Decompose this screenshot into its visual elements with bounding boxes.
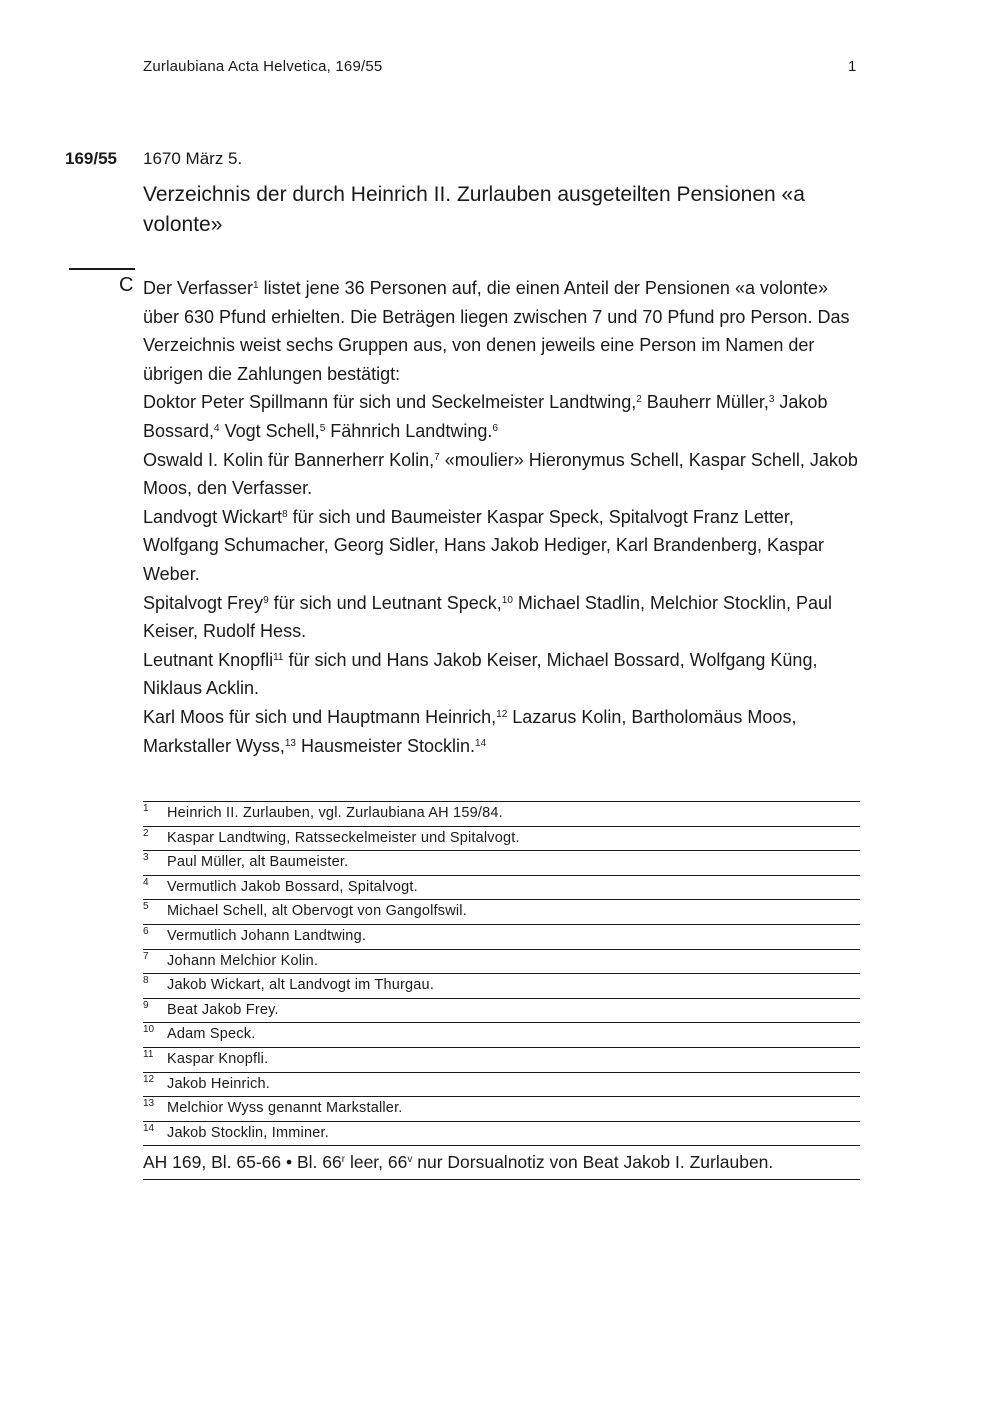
text-run: Karl Moos für sich und Hauptmann Heinrich, [143, 706, 497, 727]
text-run: Der Verfasser [143, 278, 254, 298]
text-run: Lazarus Kolin, Bartholomäus Moos, Markstaller Wyss, [143, 706, 797, 756]
footnote-ref: 12 [496, 708, 508, 720]
body-paragraph-group-4 [143, 589, 863, 646]
text-run: für sich und Baumeister Kaspar Speck, Spitalvogt Franz Letter, Wolfgang Schumacher, Georg Sidler, Hans Jakob Hediger, Karl Brandenberg, Kaspar Weber. [143, 506, 825, 584]
text-run: Bauherr Müller, [641, 392, 769, 413]
footnote-ref: 11 [273, 651, 284, 663]
footnote-number: 8 [143, 975, 149, 987]
footnote-number: 9 [143, 999, 149, 1011]
footnote-text: Beat Jakob Frey. [167, 1001, 279, 1018]
footnote-ref: 13 [284, 737, 296, 749]
footnote-text: Vermutlich Jakob Bossard, Spitalvogt. [167, 878, 418, 895]
running-header-title: Zurlaubiana Acta Helvetica, 169/55 [143, 58, 383, 75]
text-run: für sich und Leutnant Speck, [268, 592, 502, 613]
footnote-ref: 6 [492, 422, 498, 434]
footnote-ref: 14 [475, 737, 487, 749]
document-title: Verzeichnis der durch Heinrich II. Zurlauben ausgeteilten Pensionen «a volonte» [143, 183, 805, 236]
text-run: Oswald I. Kolin für Bannerherr Kolin, [143, 449, 435, 470]
body-paragraph-group-3 [143, 503, 863, 589]
body-paragraph-group-2 [143, 446, 863, 503]
document-number: 169/55 [65, 149, 117, 168]
footnote [143, 974, 860, 999]
superscript-mark: v [407, 1154, 413, 1165]
footnote-ref: 5 [319, 422, 326, 434]
footnote [143, 1048, 860, 1073]
section-letter: C [119, 274, 134, 296]
body-paragraph-group-5 [143, 646, 863, 703]
footnote [143, 1097, 860, 1122]
footnote [143, 999, 860, 1024]
footnote-text: Paul Müller, alt Baumeister. [167, 854, 349, 871]
footnote-number: 12 [143, 1073, 155, 1085]
footnote-text: Jakob Heinrich. [167, 1075, 270, 1092]
text-run: Michael Stadlin, Melchior Stocklin, Paul Keiser, Rudolf Hess. [143, 592, 833, 642]
footnote [143, 900, 860, 925]
footnote-text: Melchior Wyss genannt Markstaller. [167, 1100, 403, 1117]
footnote-text: Adam Speck. [167, 1026, 256, 1043]
footnote-number: 2 [143, 827, 149, 839]
footnote [143, 827, 860, 852]
footnote-text: Johann Melchior Kolin. [167, 952, 319, 969]
footnote-number: 3 [143, 852, 149, 864]
footnote-text: Jakob Stocklin, Imminer. [167, 1124, 329, 1141]
footnote [143, 802, 860, 827]
footnote [143, 1023, 860, 1048]
footnote [143, 1122, 860, 1147]
footnote-ref: 8 [282, 508, 288, 520]
text-run: Jakob Bossard, [143, 392, 828, 441]
footnote-number: 6 [143, 925, 149, 937]
document-body [143, 274, 863, 760]
footnote-number: 14 [143, 1122, 155, 1134]
text-run: Hausmeister Stocklin. [295, 735, 476, 756]
text-run: für sich und Hans Jakob Keiser, Michael Bossard, Wolfgang Küng, Niklaus Acklin. [143, 649, 818, 699]
text-run: Landvogt Wickart [143, 506, 283, 527]
footnote-text: Kaspar Knopfli. [167, 1050, 269, 1067]
footnote-ref: 7 [434, 451, 440, 463]
footnote-number: 10 [143, 1024, 155, 1036]
footnote [143, 950, 860, 975]
body-paragraph-group-6 [143, 703, 863, 760]
text-run: «moulier» Hieronymus Schell, Kaspar Schell, Jakob Moos, den Verfasser. [143, 449, 858, 499]
footnote-number: 1 [143, 803, 149, 814]
footnote [143, 876, 860, 901]
footnote-number: 11 [143, 1048, 154, 1060]
footnote [143, 851, 860, 876]
footnote [143, 925, 860, 950]
document-date: 1670 März 5. [143, 149, 243, 168]
footnote-ref: 3 [768, 394, 775, 406]
body-paragraph-group-1 [143, 388, 863, 445]
footnote [143, 1073, 860, 1098]
text-run: Doktor Peter Spillmann für sich und Seckelmeister Landtwing, [143, 392, 637, 413]
footnote-ref: 4 [214, 422, 220, 434]
text-run: Spitalvogt Frey [143, 592, 264, 613]
footnote-ref: 10 [501, 594, 513, 606]
text-run: nur Dorsualnotiz von Beat Jakob I. Zurlauben. [412, 1152, 774, 1172]
text-run: listet jene 36 Personen auf, die einen Anteil der Pensionen «a volonte» über 630 Pfund erhielten. Die Beträgen liegen zwischen 7 und 70 Pfund pro Person. Das Verzeichnis weist sechs Gruppen aus, von denen jeweils eine Person im Namen der übrigen die Zahlungen bestätigt: [143, 278, 850, 384]
footnote-text: Jakob Wickart, alt Landvogt im Thurgau. [167, 977, 435, 994]
section-rule [69, 268, 135, 270]
footnotes-list [143, 801, 860, 1146]
body-paragraph-intro [143, 274, 863, 388]
text-run: leer, 66 [345, 1152, 408, 1172]
footnote-text: Vermutlich Johann Landtwing. [167, 927, 367, 944]
footnote-ref: 1 [253, 280, 259, 291]
footnote-number: 13 [143, 1098, 155, 1110]
source-reference [143, 1152, 860, 1180]
text-run: AH 169, Bl. 65-66 • Bl. 66 [143, 1152, 342, 1172]
footnote-text: Michael Schell, alt Obervogt von Gangolfswil. [167, 903, 467, 920]
text-run: Leutnant Knopfli [143, 649, 274, 670]
footnote-text: Heinrich II. Zurlauben, vgl. Zurlaubiana AH 159/84. [167, 805, 503, 821]
footnote-number: 4 [143, 876, 149, 888]
footnote-number: 7 [143, 950, 149, 962]
text-run: Fähnrich Landtwing. [325, 420, 493, 441]
footnote-ref: 9 [263, 594, 269, 606]
footnote-number: 5 [143, 901, 149, 913]
footnote-ref: 2 [636, 394, 642, 406]
text-run: Vogt Schell, [219, 420, 320, 441]
page-number: 1 [848, 58, 857, 75]
superscript-mark: r [341, 1154, 346, 1165]
footnote-text: Kaspar Landtwing, Ratsseckelmeister und Spitalvogt. [167, 829, 520, 846]
